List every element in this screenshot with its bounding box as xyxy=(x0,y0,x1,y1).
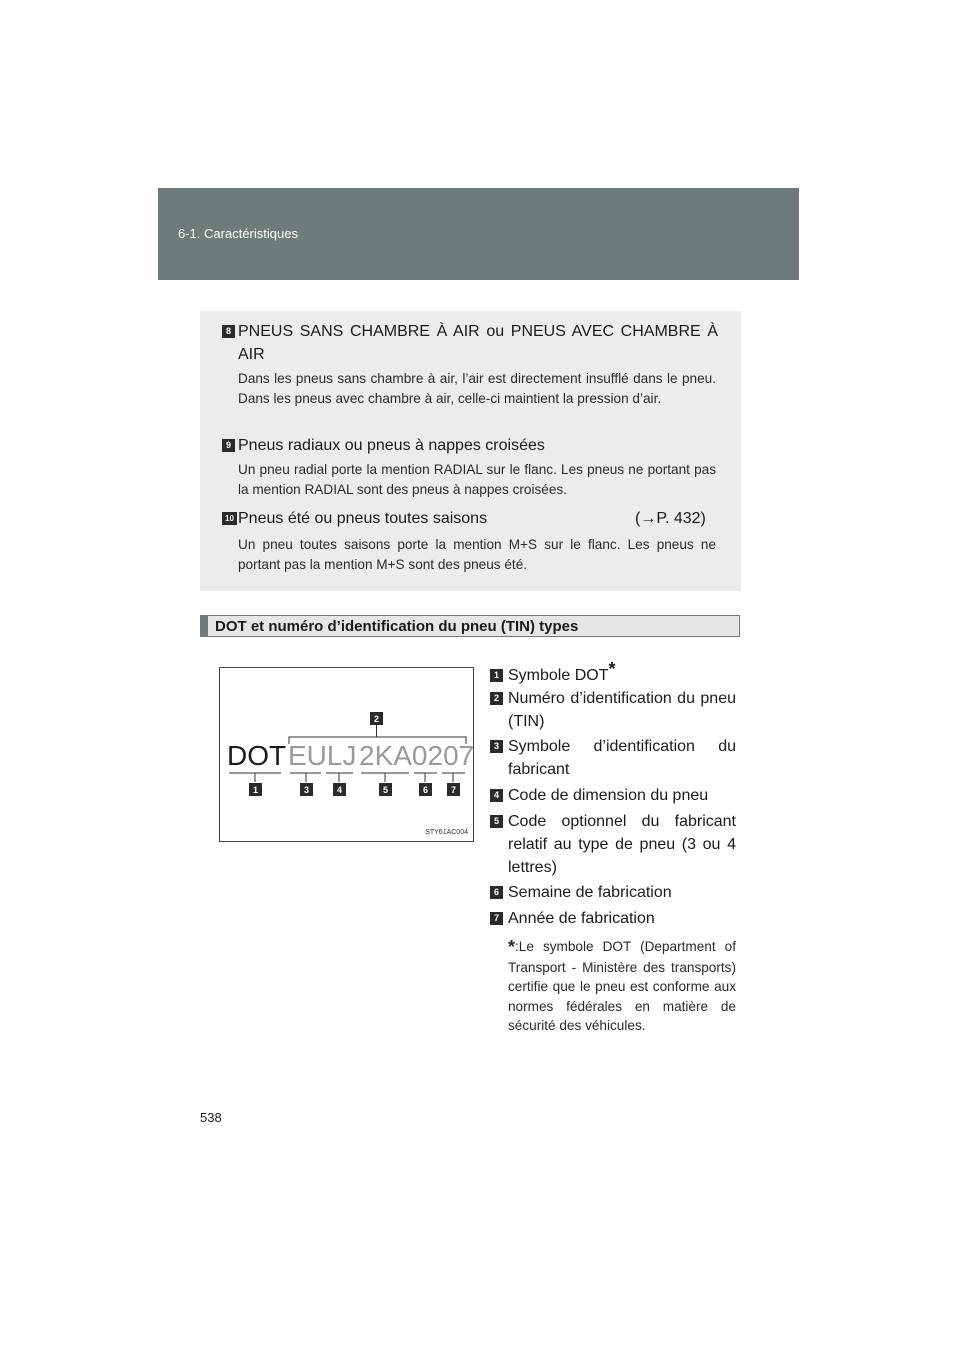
legend-number-5: 5 xyxy=(490,815,503,828)
legend-number-1: 1 xyxy=(490,669,503,682)
legend-text-5: Code optionnel du fabricant relatif au type de pneu (3 ou 4 lettres) xyxy=(508,813,736,876)
item-desc-season: Un pneu toutes saisons porte la mention M+S sur le flanc. Les pneus ne portant pas la mention M+S sont des pneus été. xyxy=(238,537,716,572)
legend-text-3: Symbole d’identification du fabricant xyxy=(508,738,736,778)
item-title-season: Pneus été ou pneus toutes saisons xyxy=(238,510,488,527)
chapter-header xyxy=(158,188,799,280)
item-desc-radial: Un pneu radial porte la mention RADIAL sur le flanc. Les pneus ne portant pas la mention RADIAL sont des pneus à nappes croisées. xyxy=(238,462,716,497)
item-title-tubeless: PNEUS SANS CHAMBRE À AIR ou PNEUS AVEC CHAMBRE À AIR xyxy=(238,323,718,363)
legend-number-4: 4 xyxy=(490,789,503,802)
legend-item-7 xyxy=(490,907,736,930)
legend-text-1: Symbole DOT xyxy=(508,667,609,684)
heading-accent xyxy=(201,616,208,636)
callout-1-label: 1 xyxy=(252,785,259,795)
legend-text-4: Code de dimension du pneu xyxy=(508,787,709,804)
callout-6-label: 6 xyxy=(422,785,429,795)
legend-number-6: 6 xyxy=(490,886,503,899)
legend-text-2: Numéro d’identification du pneu (TIN) xyxy=(508,690,736,730)
dot-footnote xyxy=(508,937,736,1036)
footnote-star: * xyxy=(508,937,516,957)
item-number-8: 8 xyxy=(222,325,235,338)
item-number-10: 10 xyxy=(222,512,237,525)
legend-number-2: 2 xyxy=(490,692,503,705)
legend-number-7: 7 xyxy=(490,912,503,925)
callout-7-label: 7 xyxy=(450,785,457,795)
section-heading xyxy=(200,615,740,637)
legend-item-4 xyxy=(490,784,736,807)
tin-diagram xyxy=(219,667,474,842)
callout-2-label: 2 xyxy=(373,714,380,724)
figure-code: STY61AC004 xyxy=(425,829,468,836)
item-number-9: 9 xyxy=(222,439,235,452)
callout-3-label: 3 xyxy=(303,785,310,795)
page-number: 538 xyxy=(200,1110,222,1125)
footnote-text: :Le symbole DOT (Department of Transport - Ministère des transports) certifie que le pneu est conforme aux normes fédérales en matière de sécurité des véhicules. xyxy=(508,939,736,1033)
callout-5-label: 5 xyxy=(382,785,389,795)
legend-item-2 xyxy=(490,687,736,733)
legend-item-6 xyxy=(490,881,736,904)
dot-text: DOT xyxy=(227,740,287,771)
legend-text-7: Année de fabrication xyxy=(508,910,655,927)
callout-4-label: 4 xyxy=(336,785,343,795)
section-title: DOT et numéro d’identification du pneu (TIN) types xyxy=(215,618,579,635)
section-breadcrumb: 6-1. Caractéristiques xyxy=(178,226,298,241)
legend-star: * xyxy=(608,659,616,679)
tire-info-box xyxy=(200,311,741,591)
code-text: 2KA0207 xyxy=(359,740,473,771)
tin-diagram-svg xyxy=(220,668,473,841)
legend-number-3: 3 xyxy=(490,740,503,753)
legend-item-5 xyxy=(490,810,736,879)
item-title-radial: Pneus radiaux ou pneus à nappes croisées xyxy=(238,437,545,454)
legend-text-6: Semaine de fabrication xyxy=(508,884,672,901)
legend-item-1 xyxy=(490,659,736,687)
eulj-text: EULJ xyxy=(288,740,357,771)
legend-item-3 xyxy=(490,735,736,781)
page-reference: (→P. 432) xyxy=(635,510,706,527)
item-desc-tubeless: Dans les pneus sans chambre à air, l’air est directement insufflé dans le pneu. Dans les pneus avec chambre à air, celle-ci maintient la pression d’air. xyxy=(238,371,716,406)
